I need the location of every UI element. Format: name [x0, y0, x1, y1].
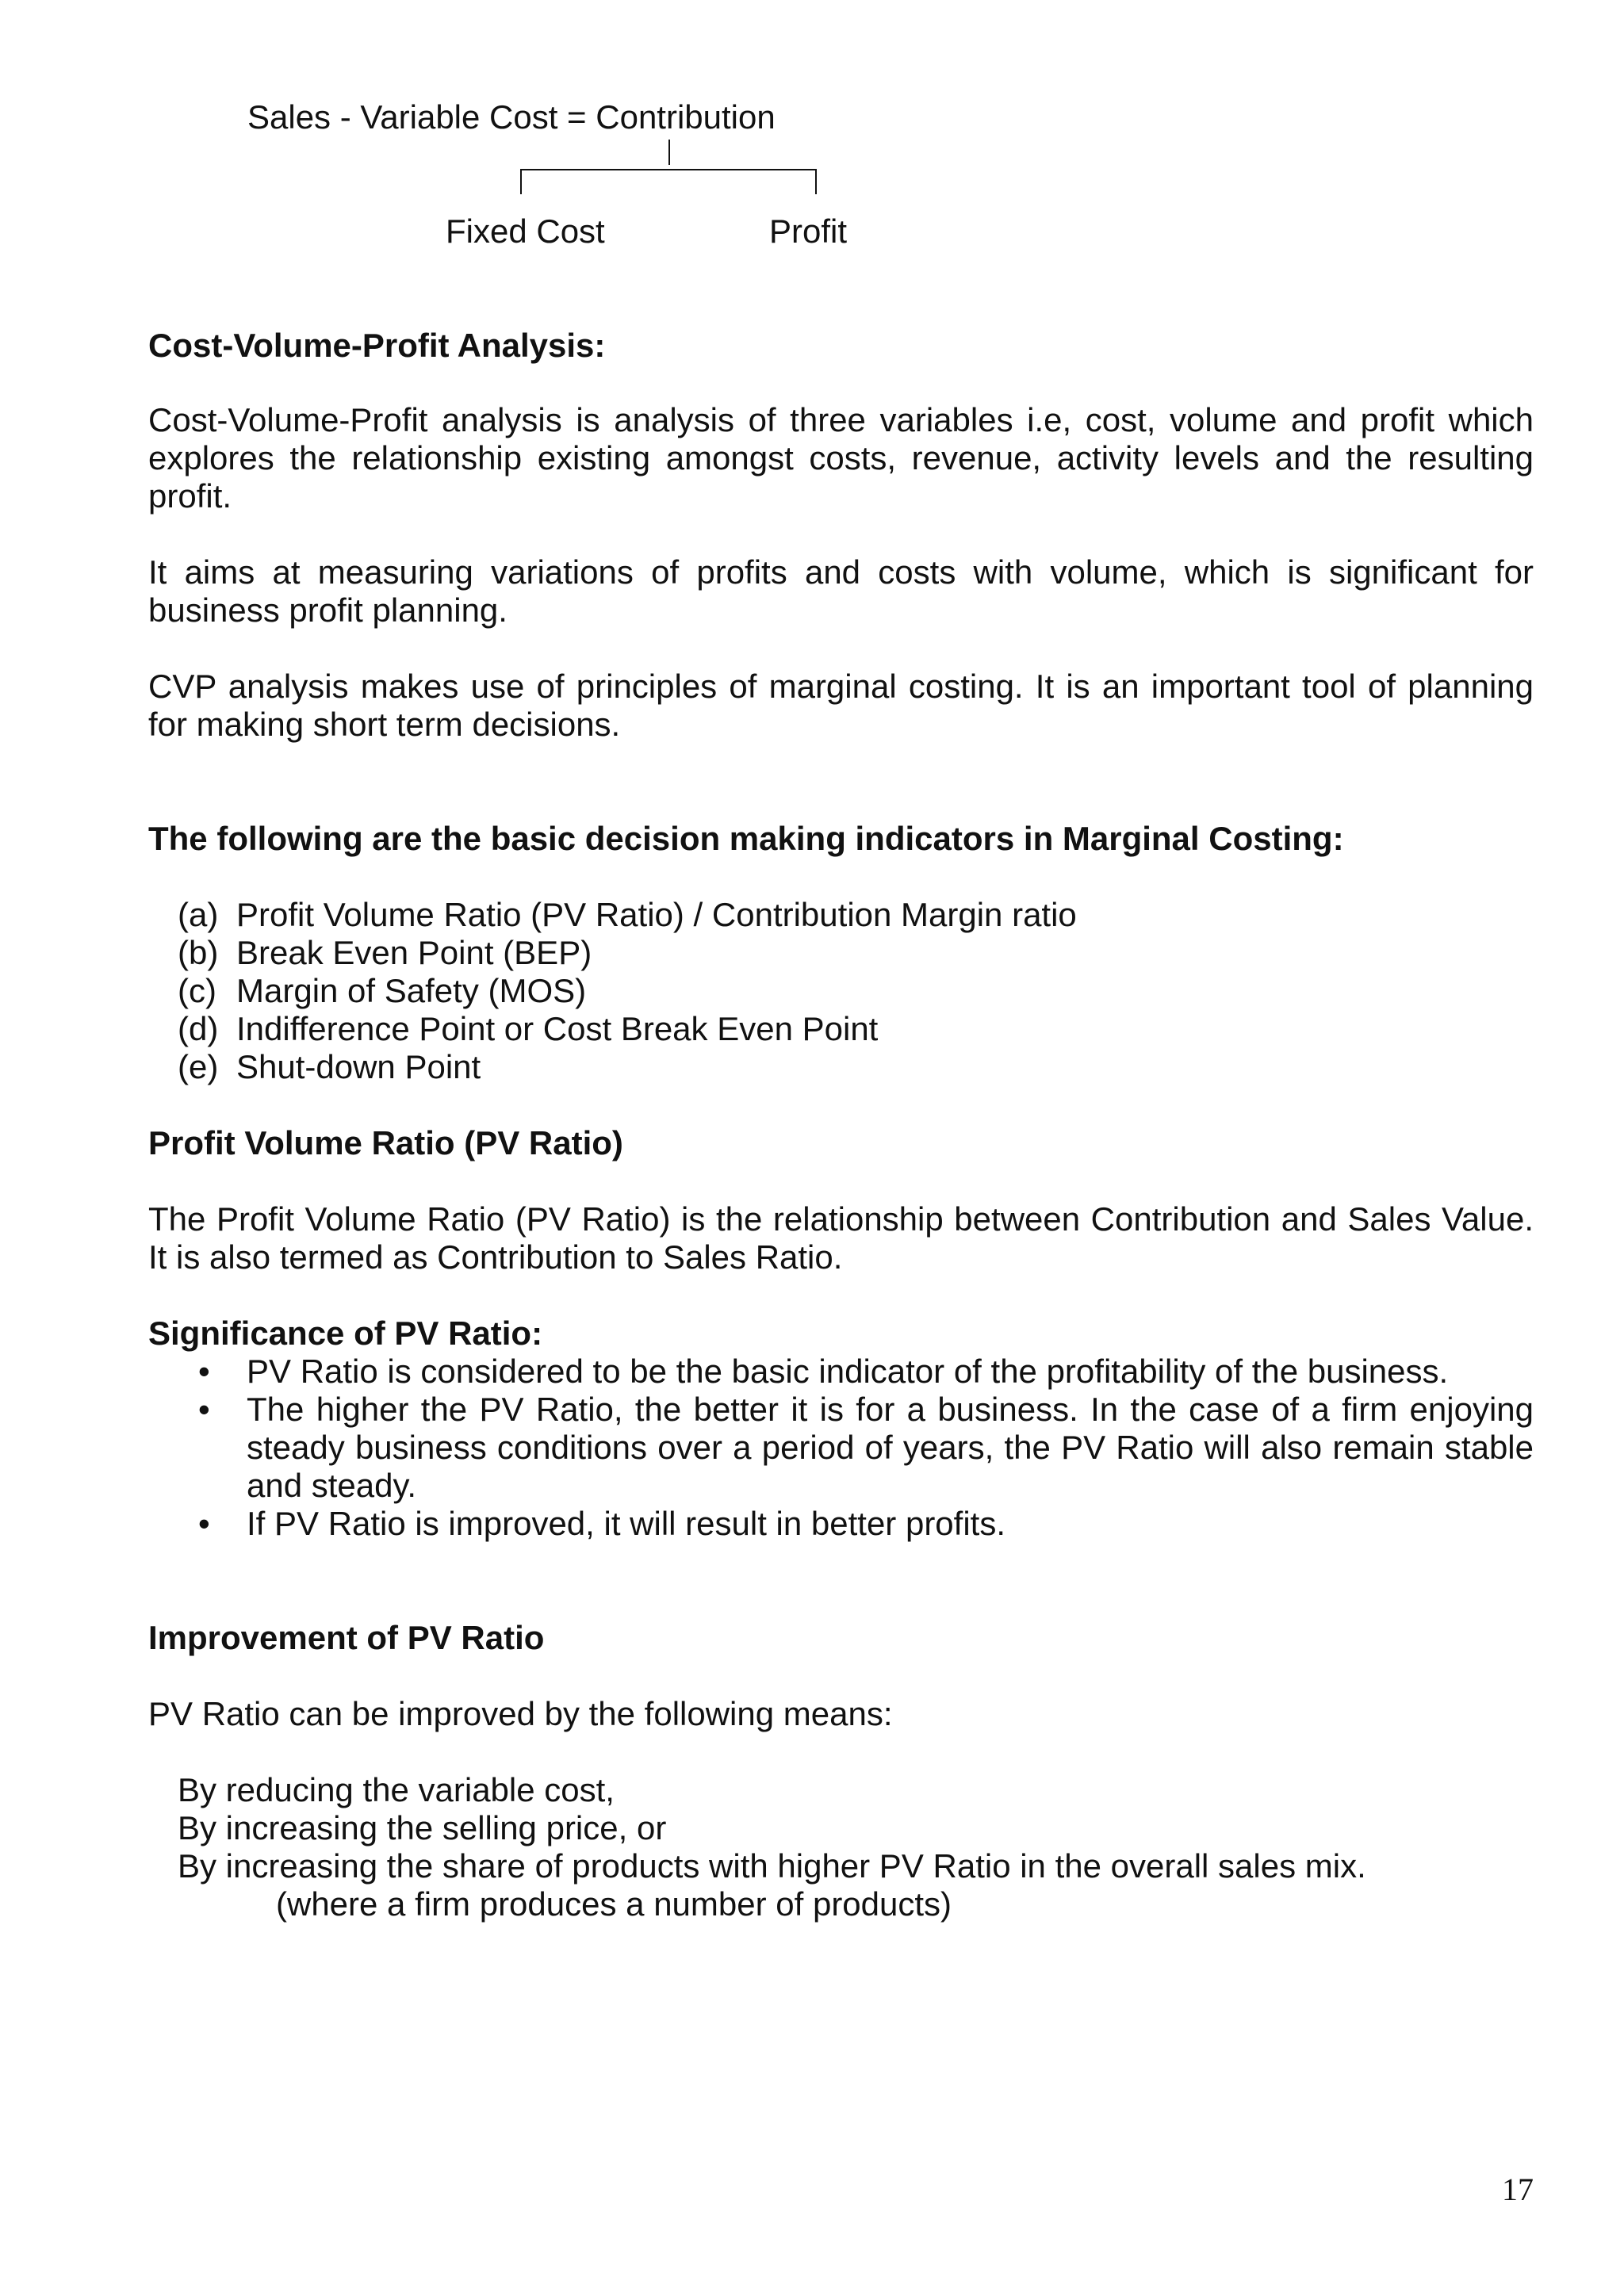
indicator-item-c: Margin of Safety (MOS): [236, 972, 587, 1009]
pv-ratio-heading: Profit Volume Ratio (PV Ratio): [148, 1124, 623, 1161]
indicator-item-e: Shut-down Point: [236, 1048, 481, 1085]
significance-bullet-1: PV Ratio is considered to be the basic indicator of the profitability of the business.: [247, 1353, 1449, 1390]
diagram-left-drop-line: [520, 169, 522, 194]
bullet-marker: •: [198, 1391, 210, 1428]
bullet-marker: •: [198, 1353, 210, 1390]
indicator-item-d: Indifference Point or Cost Break Even Point: [236, 1010, 879, 1047]
pv-ratio-paragraph: The Profit Volume Ratio (PV Ratio) is the relationship between Contribution and Sales Value. It is also termed as Contribution to Sales Ratio.: [148, 1200, 1534, 1276]
indicator-marker-d: (d): [178, 1010, 219, 1047]
indicators-heading: The following are the basic decision making indicators in Marginal Costing:: [148, 820, 1344, 857]
significance-heading: Significance of PV Ratio:: [148, 1314, 543, 1352]
fixed-cost-label: Fixed Cost: [446, 212, 605, 250]
cvp-heading: Cost-Volume-Profit Analysis:: [148, 327, 606, 364]
improvement-mean-1: By reducing the variable cost,: [178, 1771, 615, 1808]
indicator-marker-e: (e): [178, 1048, 219, 1085]
profit-label: Profit: [769, 212, 848, 250]
page-number: 17: [1502, 2172, 1534, 2207]
contribution-formula: Sales - Variable Cost = Contribution: [247, 98, 776, 136]
improvement-note: (where a firm produces a number of products): [276, 1885, 952, 1923]
significance-bullet-3: If PV Ratio is improved, it will result in better profits.: [247, 1505, 1005, 1542]
indicator-marker-a: (a): [178, 896, 219, 933]
improvement-intro: PV Ratio can be improved by the following means:: [148, 1695, 893, 1732]
indicator-item-b: Break Even Point (BEP): [236, 934, 592, 971]
indicator-marker-c: (c): [178, 972, 216, 1009]
improvement-heading: Improvement of PV Ratio: [148, 1619, 545, 1656]
significance-bullet-2: The higher the PV Ratio, the better it is for a business. In the case of a firm enjoying steady business conditions over a period of years, the PV Ratio will also remain stable and steady.: [247, 1391, 1534, 1504]
diagram-right-drop-line: [815, 169, 817, 194]
cvp-paragraph-2: It aims at measuring variations of profits and costs with volume, which is significant for business profit planning.: [148, 553, 1534, 629]
indicator-item-a: Profit Volume Ratio (PV Ratio) / Contribution Margin ratio: [236, 896, 1077, 933]
cvp-paragraph-1: Cost-Volume-Profit analysis is analysis of three variables i.e, cost, volume and profit which explores the relationship existing amongst costs, revenue, activity levels and the resulting profit.: [148, 401, 1534, 515]
indicator-marker-b: (b): [178, 934, 219, 971]
bullet-marker: •: [198, 1505, 210, 1542]
cvp-paragraph-3: CVP analysis makes use of principles of marginal costing. It is an important tool of planning for making short term decisions.: [148, 668, 1534, 743]
diagram-branch-line: [520, 169, 817, 170]
diagram-stem-line: [668, 140, 670, 165]
improvement-mean-2: By increasing the selling price, or: [178, 1809, 667, 1846]
improvement-mean-3: By increasing the share of products with higher PV Ratio in the overall sales mix.: [178, 1847, 1366, 1885]
